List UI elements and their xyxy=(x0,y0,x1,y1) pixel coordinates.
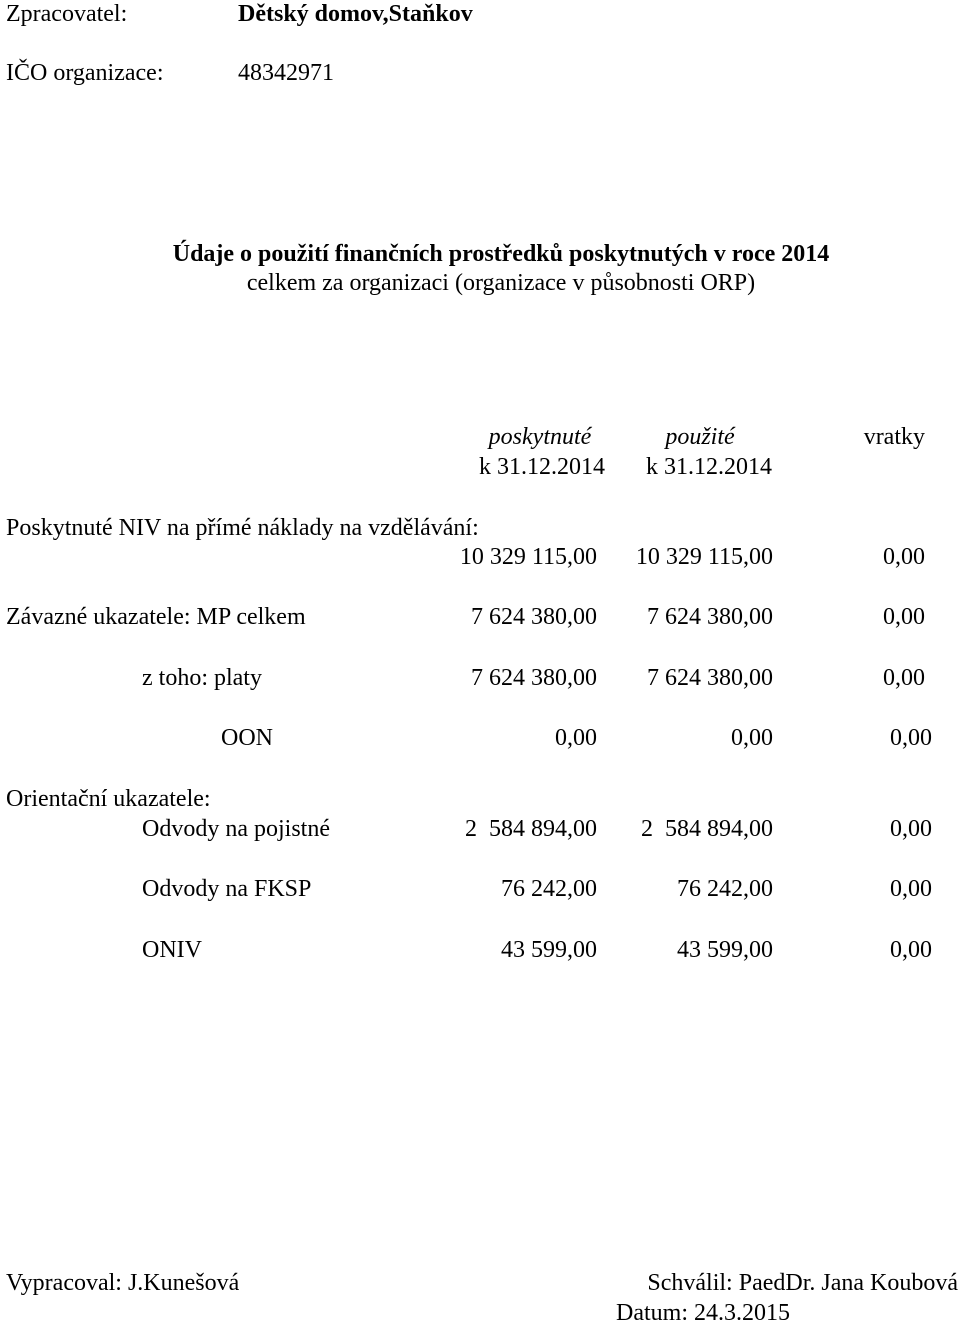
document-subtitle: celkem za organizaci (organizace v působnosti ORP) xyxy=(246,270,756,296)
document-title: Údaje o použití finančních prostředků poskytnutých v roce 2014 xyxy=(172,241,830,267)
row-label: Odvody na FKSP xyxy=(142,876,312,902)
row-used: 10 329 115,00 xyxy=(635,544,773,570)
row-label: ONIV xyxy=(142,937,202,963)
row-label: z toho: platy xyxy=(142,665,262,691)
row-used: 2 584 894,00 xyxy=(641,816,773,842)
row-provided: 7 624 380,00 xyxy=(471,604,597,630)
ico-label: IČO organizace: xyxy=(6,60,164,86)
row-provided: 43 599,00 xyxy=(501,937,597,963)
processor-label: Zpracovatel: xyxy=(6,1,128,27)
row-provided: 76 242,00 xyxy=(501,876,597,902)
ico-value: 48342971 xyxy=(238,60,334,86)
approved-by: Schválil: PaedDr. Jana Koubová xyxy=(647,1270,958,1296)
row-returns: 0,00 xyxy=(890,816,932,842)
row-label: Odvody na pojistné xyxy=(142,816,330,842)
column-returns: vratky xyxy=(863,424,925,450)
column-provided-date: k 31.12.2014 xyxy=(479,454,605,480)
column-used-date: k 31.12.2014 xyxy=(646,454,772,480)
row-returns: 0,00 xyxy=(890,876,932,902)
prepared-by: Vypracoval: J.Kunešová xyxy=(6,1270,240,1296)
row-used: 7 624 380,00 xyxy=(647,665,773,691)
row-provided: 7 624 380,00 xyxy=(471,665,597,691)
section-heading: Orientační ukazatele: xyxy=(6,786,211,812)
column-provided: poskytnuté xyxy=(488,424,592,450)
row-used: 43 599,00 xyxy=(677,937,773,963)
row-returns: 0,00 xyxy=(883,544,925,570)
row-used: 76 242,00 xyxy=(677,876,773,902)
row-label: OON xyxy=(221,725,273,751)
row-returns: 0,00 xyxy=(883,604,925,630)
row-returns: 0,00 xyxy=(890,725,932,751)
row-label: Závazné ukazatele: MP celkem xyxy=(6,604,306,630)
row-used: 7 624 380,00 xyxy=(647,604,773,630)
row-returns: 0,00 xyxy=(883,665,925,691)
row-returns: 0,00 xyxy=(890,937,932,963)
row-provided: 2 584 894,00 xyxy=(465,816,597,842)
row-provided: 10 329 115,00 xyxy=(459,544,597,570)
row-provided: 0,00 xyxy=(555,725,597,751)
row-used: 0,00 xyxy=(731,725,773,751)
document-date: Datum: 24.3.2015 xyxy=(616,1300,790,1326)
column-used: použité xyxy=(665,424,735,450)
row-label: Poskytnuté NIV na přímé náklady na vzdělávání: xyxy=(6,515,479,541)
processor-value: Dětský domov,Staňkov xyxy=(238,1,473,27)
